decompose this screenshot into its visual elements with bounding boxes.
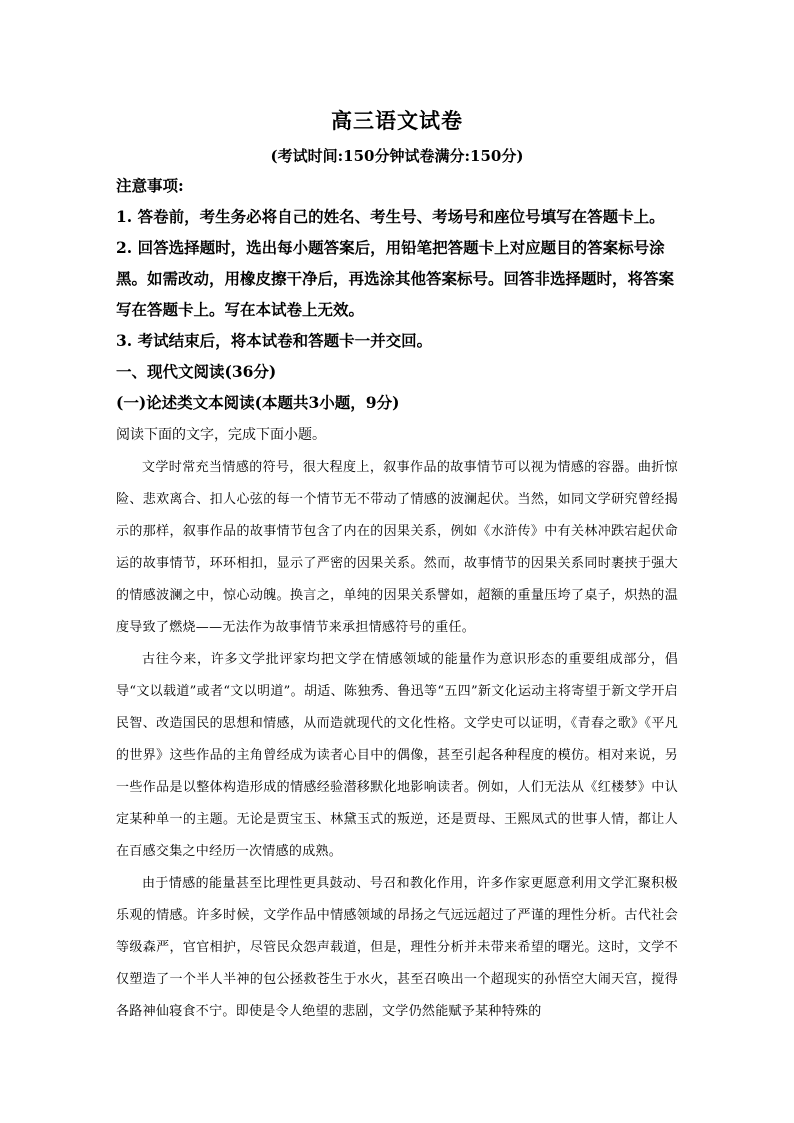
subsection-heading-argumentative-reading: (一)论述类文本阅读(本题共3小题，9分)	[116, 393, 400, 412]
exam-duration-subtitle: (考试时间:150分钟试卷满分:150分)	[270, 147, 524, 165]
passage-paragraph-2: 古往今来，许多文学批评家均把文学在情感领域的能量作为意识形态的重要组成部分，倡导“文以载道”或者“文以明道”。胡适、陈独秀、鲁迅等“五四”新文化运动主将寄望于新文学开启民智、改造国民的思想和情感，从而造就现代的文化性格。文学史可以证明，《青春之歌》《平凡的世界》这些作品的主角曾经成为读者心目中的偶像，甚至引起各种程度的模仿。相对来说，另一些作品是以整体构造形成的情感经验潜移默化地影响读者。例如，人们无法从《红楼梦》中认定某种单一的主题。无论是贾宝玉、林黛玉式的叛逆，还是贾母、王熙凤式的世事人情，都让人在百感交集之中经历一次情感的成熟。	[116, 652, 678, 859]
reading-instruction: 阅读下面的文字，完成下面小题。	[116, 427, 326, 443]
passage-paragraph-3: 由于情感的能量甚至比理性更具鼓动、号召和教化作用，许多作家更愿意利用文学汇聚积极乐观的情感。许多时候，文学作品中情感领域的昂扬之气远远超过了严谨的理性分析。古代社会等级森严，官官相护，尽管民众怨声载道，但是，理性分析并未带来希望的曙光。这时，文学不仅塑造了一个半人半神的包公拯救苍生于水火，甚至召唤出一个超现实的孙悟空大闹天宫，搅得各路神仙寝食不宁。即使是令人绝望的悲剧，文学仍然能赋予某种特殊的	[116, 876, 678, 1019]
notice-item-3: 3. 考试结束后，将本试卷和答题卡一并交回。	[116, 331, 433, 350]
reading-passage	[116, 452, 678, 1028]
notice-item-2: 2. 回答选择题时，选出每小题答案后，用铅笔把答题卡上对应题目的答案标号涂黑。如需改动，用橡皮擦干净后，再选涂其他答案标号。回答非选择题时，将答案写在答题卡上。写在本试卷上无效。	[116, 238, 675, 319]
notice-heading: 注意事项:	[116, 176, 184, 195]
notice-item-1: 1. 答卷前，考生务必将自己的姓名、考生号、考场号和座位号填写在答题卡上。	[116, 207, 665, 226]
section-heading-modern-reading: 一、现代文阅读(36分)	[116, 362, 277, 381]
passage-paragraph-1: 文学时常充当情感的符号，很大程度上，叙事作品的故事情节可以视为情感的容器。曲折惊险、悲欢离合、扣人心弦的每一个情节无不带动了情感的波澜起伏。当然，如同文学研究曾经揭示的那样，叙事作品的故事情节包含了内在的因果关系，例如《水浒传》中有关林冲跌宕起伏命运的故事情节，环环相扣，显示了严密的因果关系。然而，故事情节的因果关系同时裹挟于强大的情感波澜之中，惊心动魄。换言之，单纯的因果关系譬如，超额的重量压垮了桌子，炽热的温度导致了燃烧——无法作为故事情节来承担情感符号的重任。	[116, 460, 678, 635]
page-title: 高三语文试卷	[331, 108, 463, 133]
